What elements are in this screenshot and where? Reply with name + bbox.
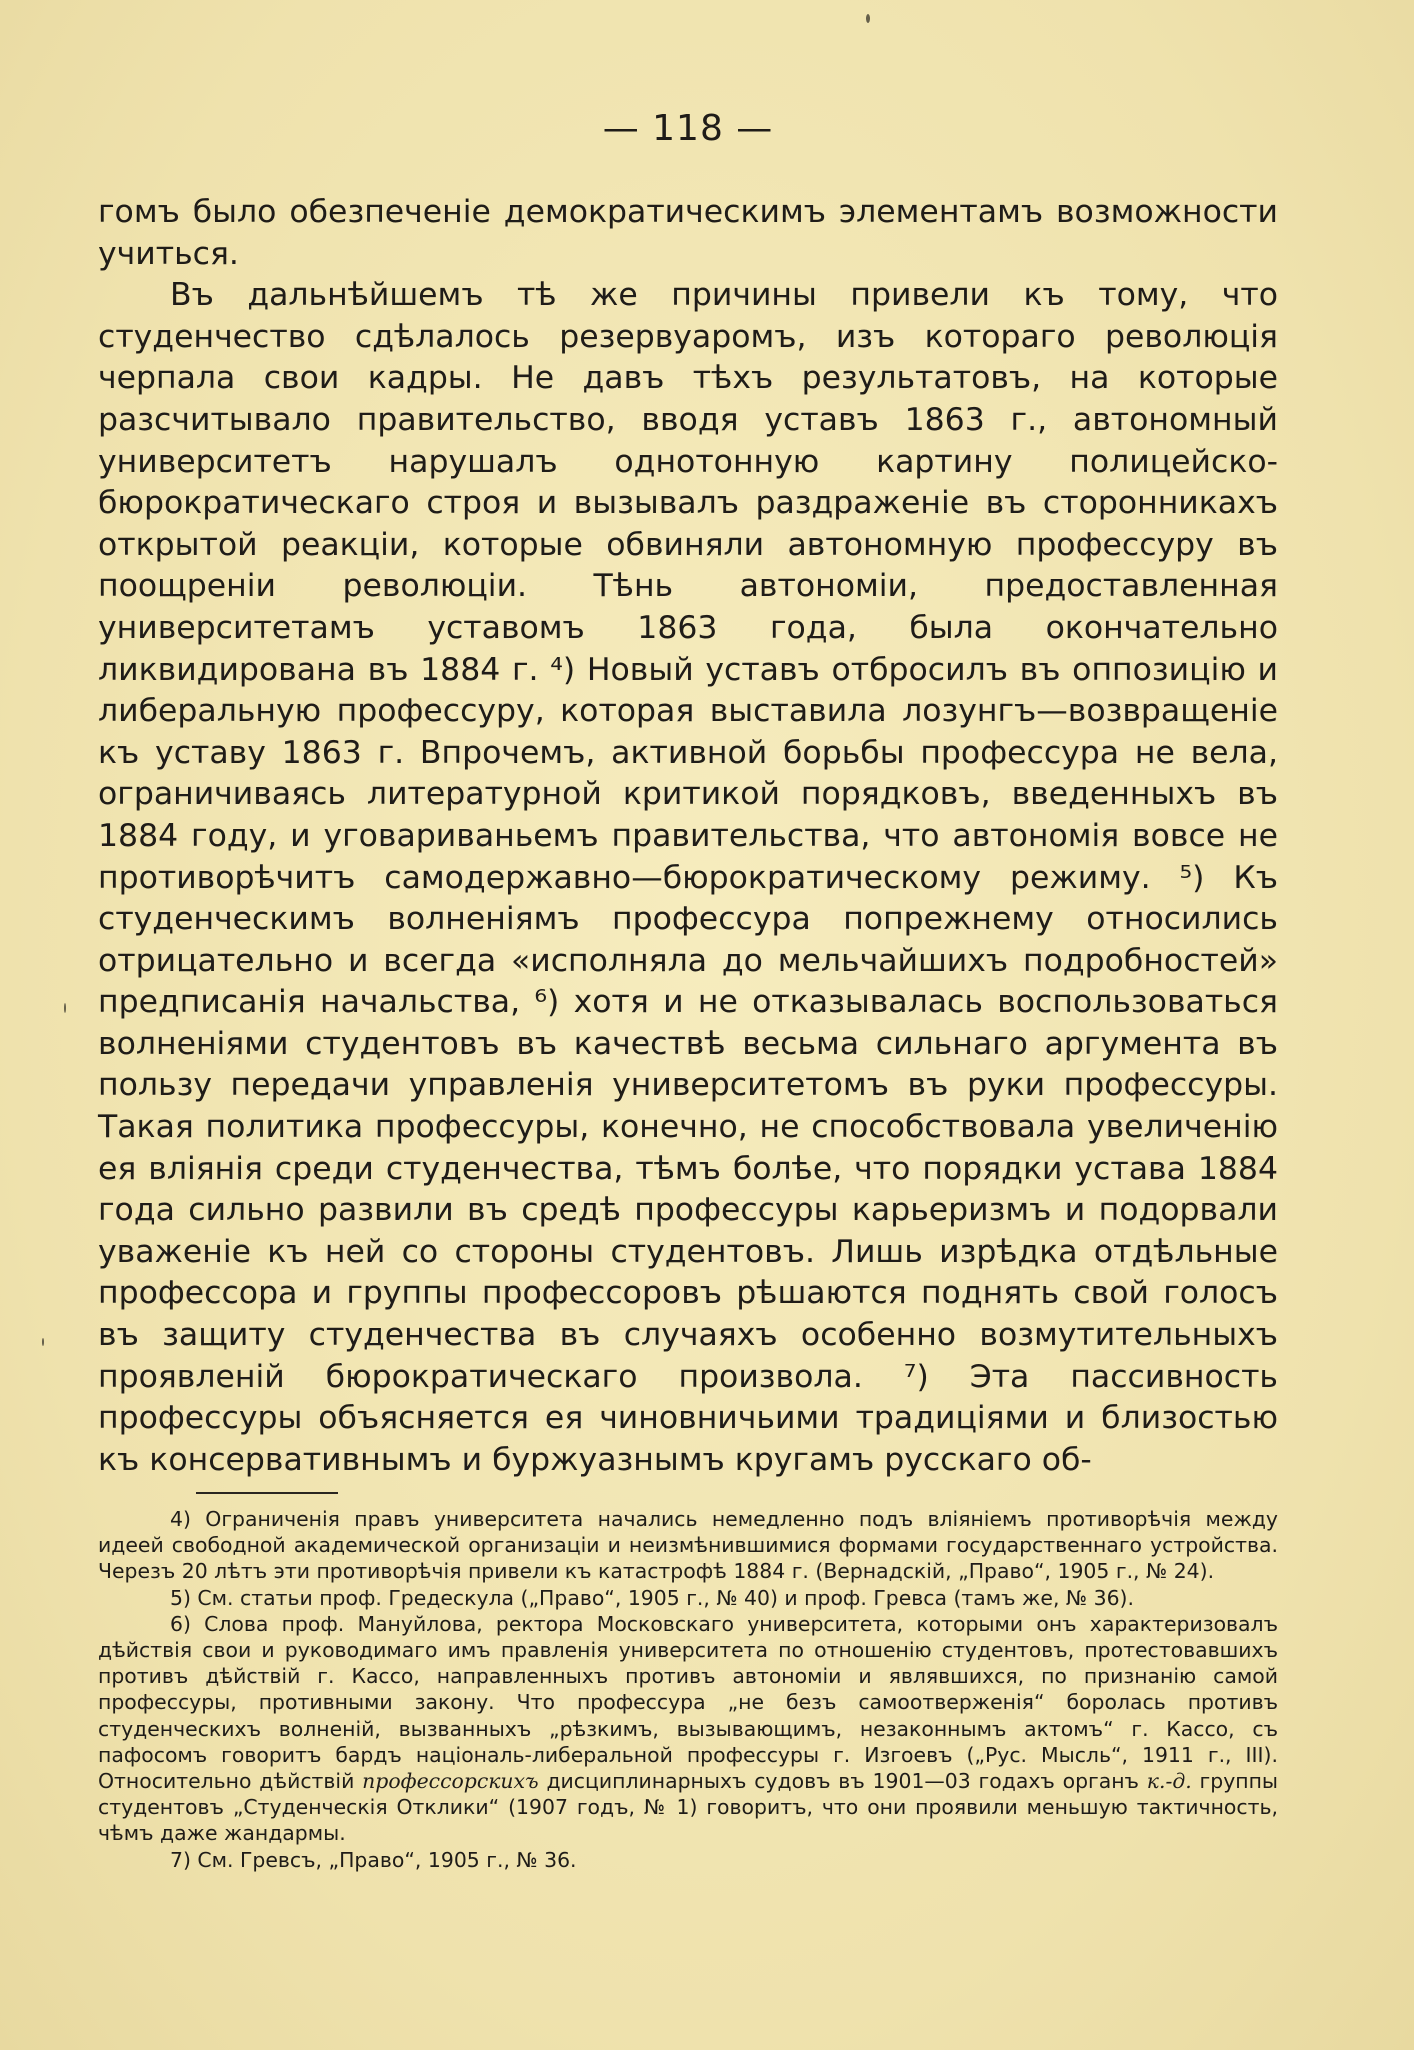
footnote-6-text-a: 6) Слова проф. Мануйлова, ректора Московскаго университета, которыми онъ характеризовалъ дѣйствія свои и руководимаго имъ правленія университета по отношенію студентовъ, протестовавшихъ противъ дѣйствій г. Кассо, направленныхъ противъ автономіи и являвшихся, по признанію самой профессуры, противными закону. Что профессура „не безъ самоотверженія“ боролась противъ студенческихъ волненій, вызванныхъ „рѣзкимъ, вызывающимъ, незаконнымъ актомъ“ г. Кассо, съ пафосомъ говоритъ бардъ національ-либеральной профессуры г. Изгоевъ („Рус. Мысль“, 1911 г., III). Относительно дѣйствій (98, 1611, 1278, 1794)
footnote-4: 4) Ограниченія правъ университета начались немедленно подъ вліяніемъ противорѣчія между идеей свободной академической организаціи и неизмѣнившимися формами государственнаго устройства. Черезъ 20 лѣтъ эти противорѣчія привели къ катастрофѣ 1884 г. (Вернадскій, „Право“, 1905 г., № 24). (98, 1507, 1278, 1584)
page-number: — 118 — (602, 108, 774, 149)
footnote-6-text-b: дисциплинарныхъ судовъ въ 1901—03 годахъ органъ (538, 1769, 1147, 1794)
footnote-5: 5) См. статьи проф. Гредескула („Право“, 1905 г., № 40) и проф. Гревса (тамъ же, № 36). (170, 1585, 1134, 1610)
ink-speck (64, 1003, 66, 1013)
paragraph-1: гомъ было обезпеченіе демократическимъ элементамъ возможности учиться. (98, 194, 1278, 272)
paragraph-2: Въ дальнѣйшемъ тѣ же причины привели къ тому, что студенчество сдѣлалось резервуаромъ, изъ котораго революція черпала свои кадры. Не давъ тѣхъ результатовъ, на которые разсчитывало правительство, вводя уставъ 1863 г., автономный университетъ нарушалъ однотонную картину полицейско-бюрократическаго строя и вызывалъ раздраженіе въ сторонникахъ открытой реакціи, которые обвиняли автономную профессуру въ поощреніи революціи. Тѣнь автономіи, предоставленная университетамъ уставомъ 1863 года, была окончательно ликвидирована въ 1884 г. ⁴) Новый уставъ отбросилъ въ оппозицію и либеральную профессуру, которая выставила лозунгъ—возвращеніе къ уставу 1863 г. Впрочемъ, активной борьбы профессура не вела, ограничиваясь литературной критикой порядковъ, введенныхъ въ 1884 году, и уговариваньемъ правительства, что автономія вовсе не противорѣчитъ самодержавно—бюрократическому режиму. ⁵) Къ студенческимъ волненіямъ профессура попрежнему относились отрицательно и всегда «исполняла до мельчайшихъ подробностей» предписанія начальства, ⁶) хотя и не отказывалась воспользоваться волненіями студентовъ въ качествѣ весьма сильнаго аргумента въ пользу передачи управленія университетомъ въ руки профессуры. Такая политика профессуры, конечно, не способствовала увеличенію ея вліянія среди студенчества, тѣмъ болѣе, что порядки устава 1884 года сильно развили въ средѣ профессуры карьеризмъ и подорвали уваженіе къ ней со стороны студентовъ. Лишь изрѣдка отдѣльные профессора и группы профессоровъ рѣшаются поднять свой голосъ въ защиту студенчества въ случаяхъ особенно возмутительныхъ проявленій бюрократическаго произвола. ⁷) Эта пассивность профессуры объясняется ея чиновничьими традиціями и близостью къ консервативнымъ и буржуазнымъ кругамъ русскаго об- (98, 277, 1278, 1478)
footnote-divider (196, 1492, 338, 1494)
ink-speck (866, 14, 870, 23)
footnote-7: 7) См. Гревсъ, „Право“, 1905 г., № 36. (170, 1847, 577, 1872)
ink-speck (42, 1338, 44, 1346)
footnote-6-emphasis-2: к.-д. (1146, 1769, 1192, 1794)
footnote-6 (98, 1611, 1278, 1847)
footnote-6-emphasis-1: профессорскихъ (362, 1769, 539, 1794)
main-text (98, 192, 1278, 1481)
footnotes (98, 1506, 1278, 1873)
document-page (98, 0, 1278, 2050)
footnote-6-text-c: группы студентовъ „Студенческія Отклики“ (1907 годъ, № 1) говоритъ, что они проявили меньшую тактичность, чѣмъ даже жандармы. (98, 1769, 1279, 1846)
